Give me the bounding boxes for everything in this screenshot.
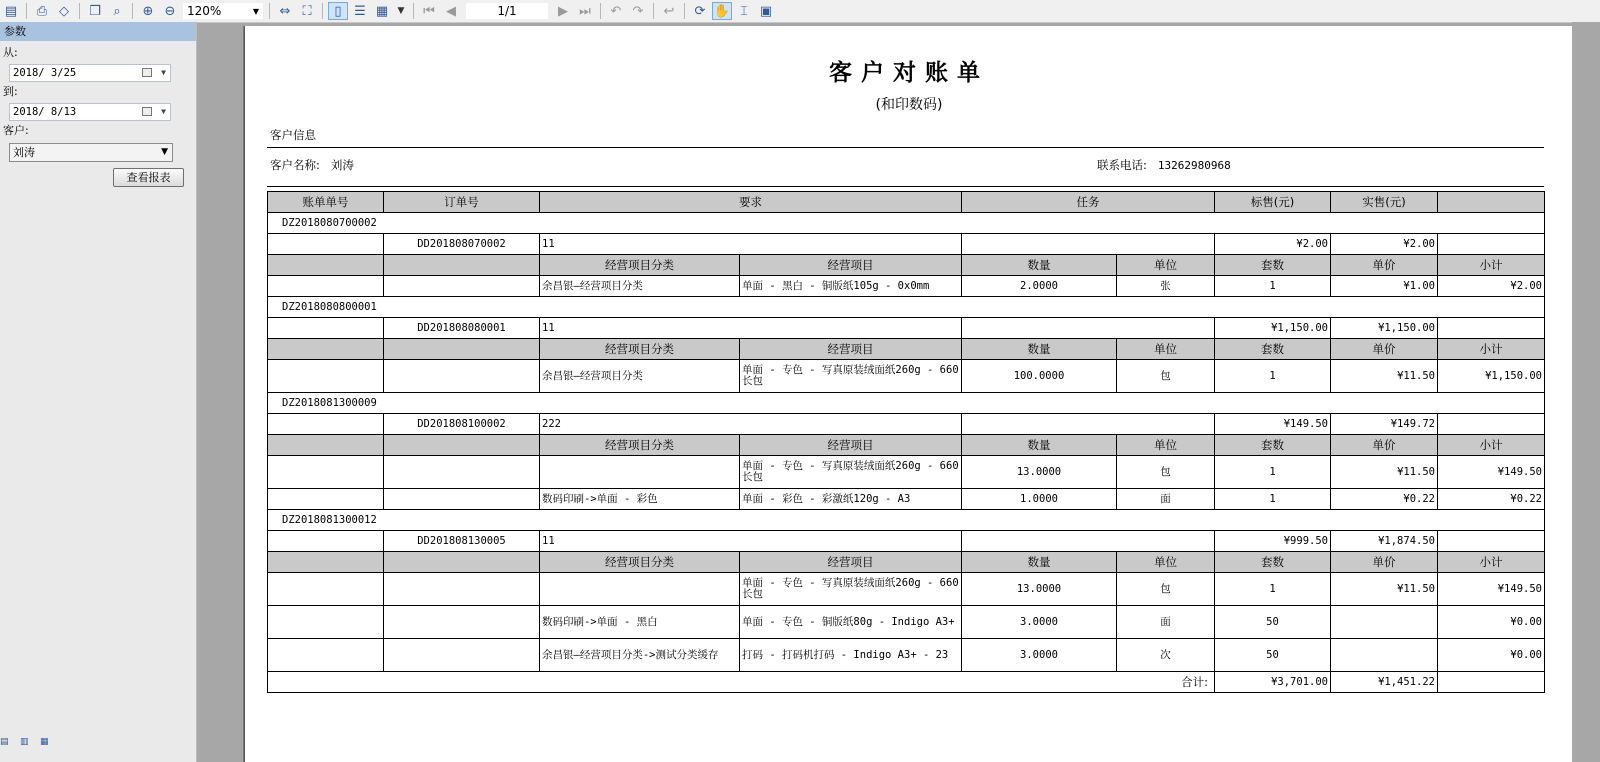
item-category: 数码印刷->单面 - 黑白	[540, 606, 740, 639]
forward-icon[interactable]: ↷	[632, 3, 644, 19]
item-category: 余昌银—经营项目分类	[540, 360, 740, 393]
detail-column-header: 单位	[1117, 552, 1215, 573]
actual-price: ¥149.72	[1331, 414, 1438, 435]
total-actual-price: ¥1,451.22	[1331, 672, 1438, 693]
detail-column-header: 单位	[1117, 339, 1215, 360]
last-page-icon[interactable]: ⏭	[579, 3, 591, 19]
list-price: ¥999.50	[1215, 531, 1331, 552]
detail-column-header: 经营项目	[740, 552, 962, 573]
item-sets: 1	[1215, 276, 1331, 297]
item-quantity: 100.0000	[962, 360, 1117, 393]
chevron-down-icon[interactable]: ▼	[161, 107, 166, 116]
parameters-panel	[0, 22, 197, 762]
outline-icon[interactable]: ▥	[20, 737, 29, 747]
from-label: 从:	[3, 46, 18, 59]
detail-row	[268, 573, 1545, 606]
toolbar-separator	[600, 3, 601, 19]
column-header: 标售(元)	[1215, 192, 1331, 213]
empty-cell	[1438, 531, 1545, 552]
detail-column-header: 套数	[1215, 255, 1331, 276]
detail-column-header: 单价	[1331, 339, 1438, 360]
item-subtotal: ¥0.22	[1438, 489, 1545, 510]
customer-info-section: 客户信息	[270, 128, 316, 142]
customer-select[interactable]	[9, 143, 173, 162]
bill-row	[268, 393, 1545, 414]
page-indicator[interactable]: 1/1	[466, 3, 548, 19]
empty-cell	[1438, 318, 1545, 339]
bill-number: DZ2018081300009	[268, 393, 1545, 414]
detail-column-header: 单价	[1331, 552, 1438, 573]
to-date-field[interactable]	[9, 103, 171, 121]
zoom-select[interactable]	[183, 3, 263, 19]
item-unit-price: ¥11.50	[1331, 456, 1438, 489]
back-icon[interactable]: ↶	[610, 3, 622, 19]
detail-column-header: 数量	[962, 255, 1117, 276]
empty-cell	[268, 639, 384, 672]
item-subtotal: ¥1,150.00	[1438, 360, 1545, 393]
item-category	[540, 573, 740, 606]
column-header: 实售(元)	[1331, 192, 1438, 213]
previous-page-icon[interactable]: ◀	[446, 3, 456, 19]
item-quantity: 1.0000	[962, 489, 1117, 510]
empty-cell	[268, 552, 384, 573]
order-requirement: 11	[540, 234, 962, 255]
calendar-icon[interactable]	[142, 68, 152, 77]
column-header: 任务	[962, 192, 1215, 213]
total-label: 合计:	[268, 672, 1215, 693]
detail-column-header: 套数	[1215, 339, 1331, 360]
to-label: 到:	[3, 85, 18, 98]
empty-cell	[268, 360, 384, 393]
empty-cell	[384, 456, 540, 489]
item-unit: 包	[1117, 360, 1215, 393]
toolbar-separator	[269, 3, 270, 19]
table-header-row	[268, 192, 1545, 213]
zoom-value: 120%	[187, 4, 222, 18]
item-category: 数码印刷->单面 - 彩色	[540, 489, 740, 510]
item-unit: 张	[1117, 276, 1215, 297]
toolbar-separator	[79, 3, 80, 19]
detail-column-header: 经营项目分类	[540, 255, 740, 276]
hand-tool-icon[interactable]: ✋	[713, 3, 731, 19]
bill-row	[268, 213, 1545, 234]
order-row	[268, 234, 1545, 255]
order-requirement: 11	[540, 531, 962, 552]
detail-column-header: 套数	[1215, 435, 1331, 456]
toolbar-separator	[322, 3, 323, 19]
view-report-button[interactable]: 查看报表	[113, 168, 184, 187]
detail-row	[268, 360, 1545, 393]
item-subtotal: ¥149.50	[1438, 573, 1545, 606]
item-quantity: 13.0000	[962, 456, 1117, 489]
item-quantity: 3.0000	[962, 606, 1117, 639]
detail-column-header: 单价	[1331, 435, 1438, 456]
column-header	[1438, 192, 1545, 213]
customer-phone	[1097, 157, 1231, 173]
item-name: 单面 - 专色 - 铜版纸80g - Indigo A3+	[740, 606, 962, 639]
chevron-down-icon: ▼	[252, 6, 259, 16]
empty-cell	[268, 414, 384, 435]
empty-cell	[384, 255, 540, 276]
empty-cell	[384, 276, 540, 297]
empty-cell	[384, 435, 540, 456]
detail-row	[268, 639, 1545, 672]
bill-row	[268, 297, 1545, 318]
zoom-out-icon[interactable]: ⊖	[164, 3, 176, 19]
item-name: 单面 - 专色 - 写真原装绒面纸260g - 660长包	[740, 456, 962, 489]
list-price: ¥149.50	[1215, 414, 1331, 435]
empty-cell	[268, 606, 384, 639]
item-category: 余昌银—经营项目分类	[540, 276, 740, 297]
order-task	[962, 531, 1215, 552]
column-header: 要求	[540, 192, 962, 213]
item-unit-price: ¥1.00	[1331, 276, 1438, 297]
chevron-down-icon[interactable]: ▼	[397, 6, 405, 16]
customer-name-value: 刘涛	[330, 158, 354, 172]
actual-price: ¥1,150.00	[1331, 318, 1438, 339]
detail-column-header: 小计	[1438, 435, 1545, 456]
order-number: DD201808080001	[384, 318, 540, 339]
toolbar-separator	[684, 3, 685, 19]
divider	[267, 147, 1544, 148]
detail-header-row	[268, 552, 1545, 573]
order-task	[962, 234, 1215, 255]
empty-cell	[268, 573, 384, 606]
report-subtitle: (和印数码)	[875, 97, 943, 113]
item-sets: 1	[1215, 456, 1331, 489]
detail-column-header: 小计	[1438, 255, 1545, 276]
parameters-tab-icon[interactable]: ▦	[40, 737, 49, 747]
customer-name	[270, 157, 354, 173]
item-unit-price	[1331, 639, 1438, 672]
continuous-icon[interactable]: ☰	[354, 3, 366, 19]
item-quantity: 2.0000	[962, 276, 1117, 297]
item-category	[540, 456, 740, 489]
detail-column-header: 数量	[962, 435, 1117, 456]
detail-column-header: 经营项目分类	[540, 435, 740, 456]
actual-price: ¥1,874.50	[1331, 531, 1438, 552]
item-unit-price: ¥11.50	[1331, 360, 1438, 393]
print-icon[interactable]: ⎙	[36, 3, 48, 19]
detail-header-row	[268, 255, 1545, 276]
thumbnails-icon[interactable]: ▤	[0, 737, 9, 747]
order-row	[268, 531, 1545, 552]
item-subtotal: ¥149.50	[1438, 456, 1545, 489]
empty-cell	[1438, 672, 1545, 693]
back-to-parent-icon[interactable]: ↩	[663, 3, 675, 19]
bill-number: DZ2018080800001	[268, 297, 1545, 318]
report-title: 客户对账单	[829, 59, 989, 86]
item-subtotal: ¥2.00	[1438, 276, 1545, 297]
item-unit: 次	[1117, 639, 1215, 672]
order-row	[268, 414, 1545, 435]
item-unit-price: ¥0.22	[1331, 489, 1438, 510]
item-subtotal: ¥0.00	[1438, 639, 1545, 672]
column-header: 账单单号	[268, 192, 384, 213]
chevron-down-icon[interactable]: ▼	[161, 68, 166, 77]
detail-column-header: 经营项目	[740, 255, 962, 276]
from-date-field[interactable]	[9, 64, 171, 82]
item-subtotal: ¥0.00	[1438, 606, 1545, 639]
chevron-down-icon: ▼	[161, 147, 168, 157]
total-row	[268, 672, 1545, 693]
item-quantity: 3.0000	[962, 639, 1117, 672]
empty-cell	[268, 456, 384, 489]
zoom-in-icon[interactable]: ⊕	[142, 3, 154, 19]
detail-header-row	[268, 339, 1545, 360]
item-name: 单面 - 专色 - 写真原装绒面纸260g - 660长包	[740, 360, 962, 393]
detail-column-header: 单位	[1117, 255, 1215, 276]
empty-cell	[384, 573, 540, 606]
item-name: 单面 - 彩色 - 彩激纸120g - A3	[740, 489, 962, 510]
toolbar-separator	[26, 3, 27, 19]
empty-cell	[384, 552, 540, 573]
customer-select-value: 刘涛	[13, 146, 35, 159]
item-sets: 1	[1215, 573, 1331, 606]
column-header: 订单号	[384, 192, 540, 213]
page-setup-icon[interactable]: ◇	[59, 3, 69, 19]
detail-column-header: 数量	[962, 339, 1117, 360]
divider	[267, 186, 1544, 187]
total-list-price: ¥3,701.00	[1215, 672, 1331, 693]
list-price: ¥2.00	[1215, 234, 1331, 255]
find-icon[interactable]: ⌕	[113, 3, 121, 19]
phone-label: 联系电话:	[1097, 158, 1147, 172]
order-number: DD201808130005	[384, 531, 540, 552]
item-unit-price	[1331, 606, 1438, 639]
empty-cell	[268, 234, 384, 255]
single-page-icon[interactable]: ▯	[328, 2, 348, 20]
empty-cell	[384, 360, 540, 393]
detail-column-header: 经营项目分类	[540, 339, 740, 360]
select-tool-icon[interactable]: ⌶	[740, 3, 748, 19]
right-gutter	[1572, 22, 1600, 762]
refresh-icon[interactable]: ⟳	[694, 3, 706, 19]
item-sets: 1	[1215, 360, 1331, 393]
order-task	[962, 414, 1215, 435]
multi-page-icon[interactable]: ▦	[375, 3, 389, 19]
detail-column-header: 单位	[1117, 435, 1215, 456]
parameters-header: 参数	[0, 22, 196, 41]
phone-value: 13262980968	[1157, 159, 1231, 172]
empty-cell	[268, 276, 384, 297]
item-name: 单面 - 黑白 - 铜版纸105g - 0x0mm	[740, 276, 962, 297]
empty-cell	[384, 606, 540, 639]
bill-row	[268, 510, 1545, 531]
page-width-icon[interactable]: ⇔	[279, 3, 291, 19]
report-viewer-toolbar	[0, 0, 1600, 23]
order-task	[962, 318, 1215, 339]
detail-row	[268, 606, 1545, 639]
detail-column-header: 小计	[1438, 339, 1545, 360]
item-unit: 面	[1117, 606, 1215, 639]
detail-row	[268, 456, 1545, 489]
item-unit: 面	[1117, 489, 1215, 510]
copy-icon[interactable]: ❐	[89, 3, 101, 19]
detail-row	[268, 489, 1545, 510]
whole-page-icon[interactable]: ⛶	[302, 3, 312, 19]
bill-number: DZ2018080700002	[268, 213, 1545, 234]
item-sets: 1	[1215, 489, 1331, 510]
order-requirement: 11	[540, 318, 962, 339]
item-unit: 包	[1117, 573, 1215, 606]
detail-header-row	[268, 435, 1545, 456]
detail-column-header: 经营项目	[740, 435, 962, 456]
empty-cell	[268, 339, 384, 360]
detail-column-header: 经营项目	[740, 339, 962, 360]
from-date-value: 2018/ 3/25	[13, 67, 77, 79]
empty-cell	[268, 318, 384, 339]
toolbar-separator	[653, 3, 654, 19]
empty-cell	[1438, 234, 1545, 255]
first-page-icon[interactable]: ⏮	[423, 3, 435, 19]
item-sets: 50	[1215, 639, 1331, 672]
statement-table	[267, 191, 1545, 693]
customer-name-label: 客户名称:	[270, 158, 320, 172]
empty-cell	[1438, 414, 1545, 435]
item-sets: 50	[1215, 606, 1331, 639]
item-name: 打码 - 打码机打码 - Indigo A3+ - 23	[740, 639, 962, 672]
customer-label: 客户:	[3, 124, 29, 137]
detail-row	[268, 276, 1545, 297]
toggle-parameters-icon[interactable]: ▤	[4, 3, 18, 19]
report-page	[244, 26, 1573, 762]
detail-column-header: 单价	[1331, 255, 1438, 276]
detail-column-header: 小计	[1438, 552, 1545, 573]
empty-cell	[384, 489, 540, 510]
bill-number: DZ2018081300012	[268, 510, 1545, 531]
order-requirement: 222	[540, 414, 962, 435]
toolbar-separator	[132, 3, 133, 19]
empty-cell	[384, 639, 540, 672]
empty-cell	[268, 489, 384, 510]
to-date-value: 2018/ 8/13	[13, 106, 77, 118]
item-quantity: 13.0000	[962, 573, 1117, 606]
detail-column-header: 套数	[1215, 552, 1331, 573]
empty-cell	[268, 531, 384, 552]
order-number: DD201808100002	[384, 414, 540, 435]
list-price: ¥1,150.00	[1215, 318, 1331, 339]
actual-price: ¥2.00	[1331, 234, 1438, 255]
toolbar-separator	[413, 3, 414, 19]
item-unit-price: ¥11.50	[1331, 573, 1438, 606]
calendar-icon[interactable]	[142, 107, 152, 116]
item-unit: 包	[1117, 456, 1215, 489]
detail-column-header: 数量	[962, 552, 1117, 573]
order-row	[268, 318, 1545, 339]
item-category: 余昌银—经营项目分类->测试分类缓存	[540, 639, 740, 672]
detail-column-header: 经营项目分类	[540, 552, 740, 573]
snapshot-tool-icon[interactable]: ▣	[759, 3, 773, 19]
empty-cell	[268, 435, 384, 456]
empty-cell	[384, 339, 540, 360]
item-name: 单面 - 专色 - 写真原装绒面纸260g - 660长包	[740, 573, 962, 606]
panel-bottom-icons	[0, 737, 60, 749]
order-number: DD201808070002	[384, 234, 540, 255]
next-page-icon[interactable]: ▶	[558, 3, 568, 19]
empty-cell	[268, 255, 384, 276]
